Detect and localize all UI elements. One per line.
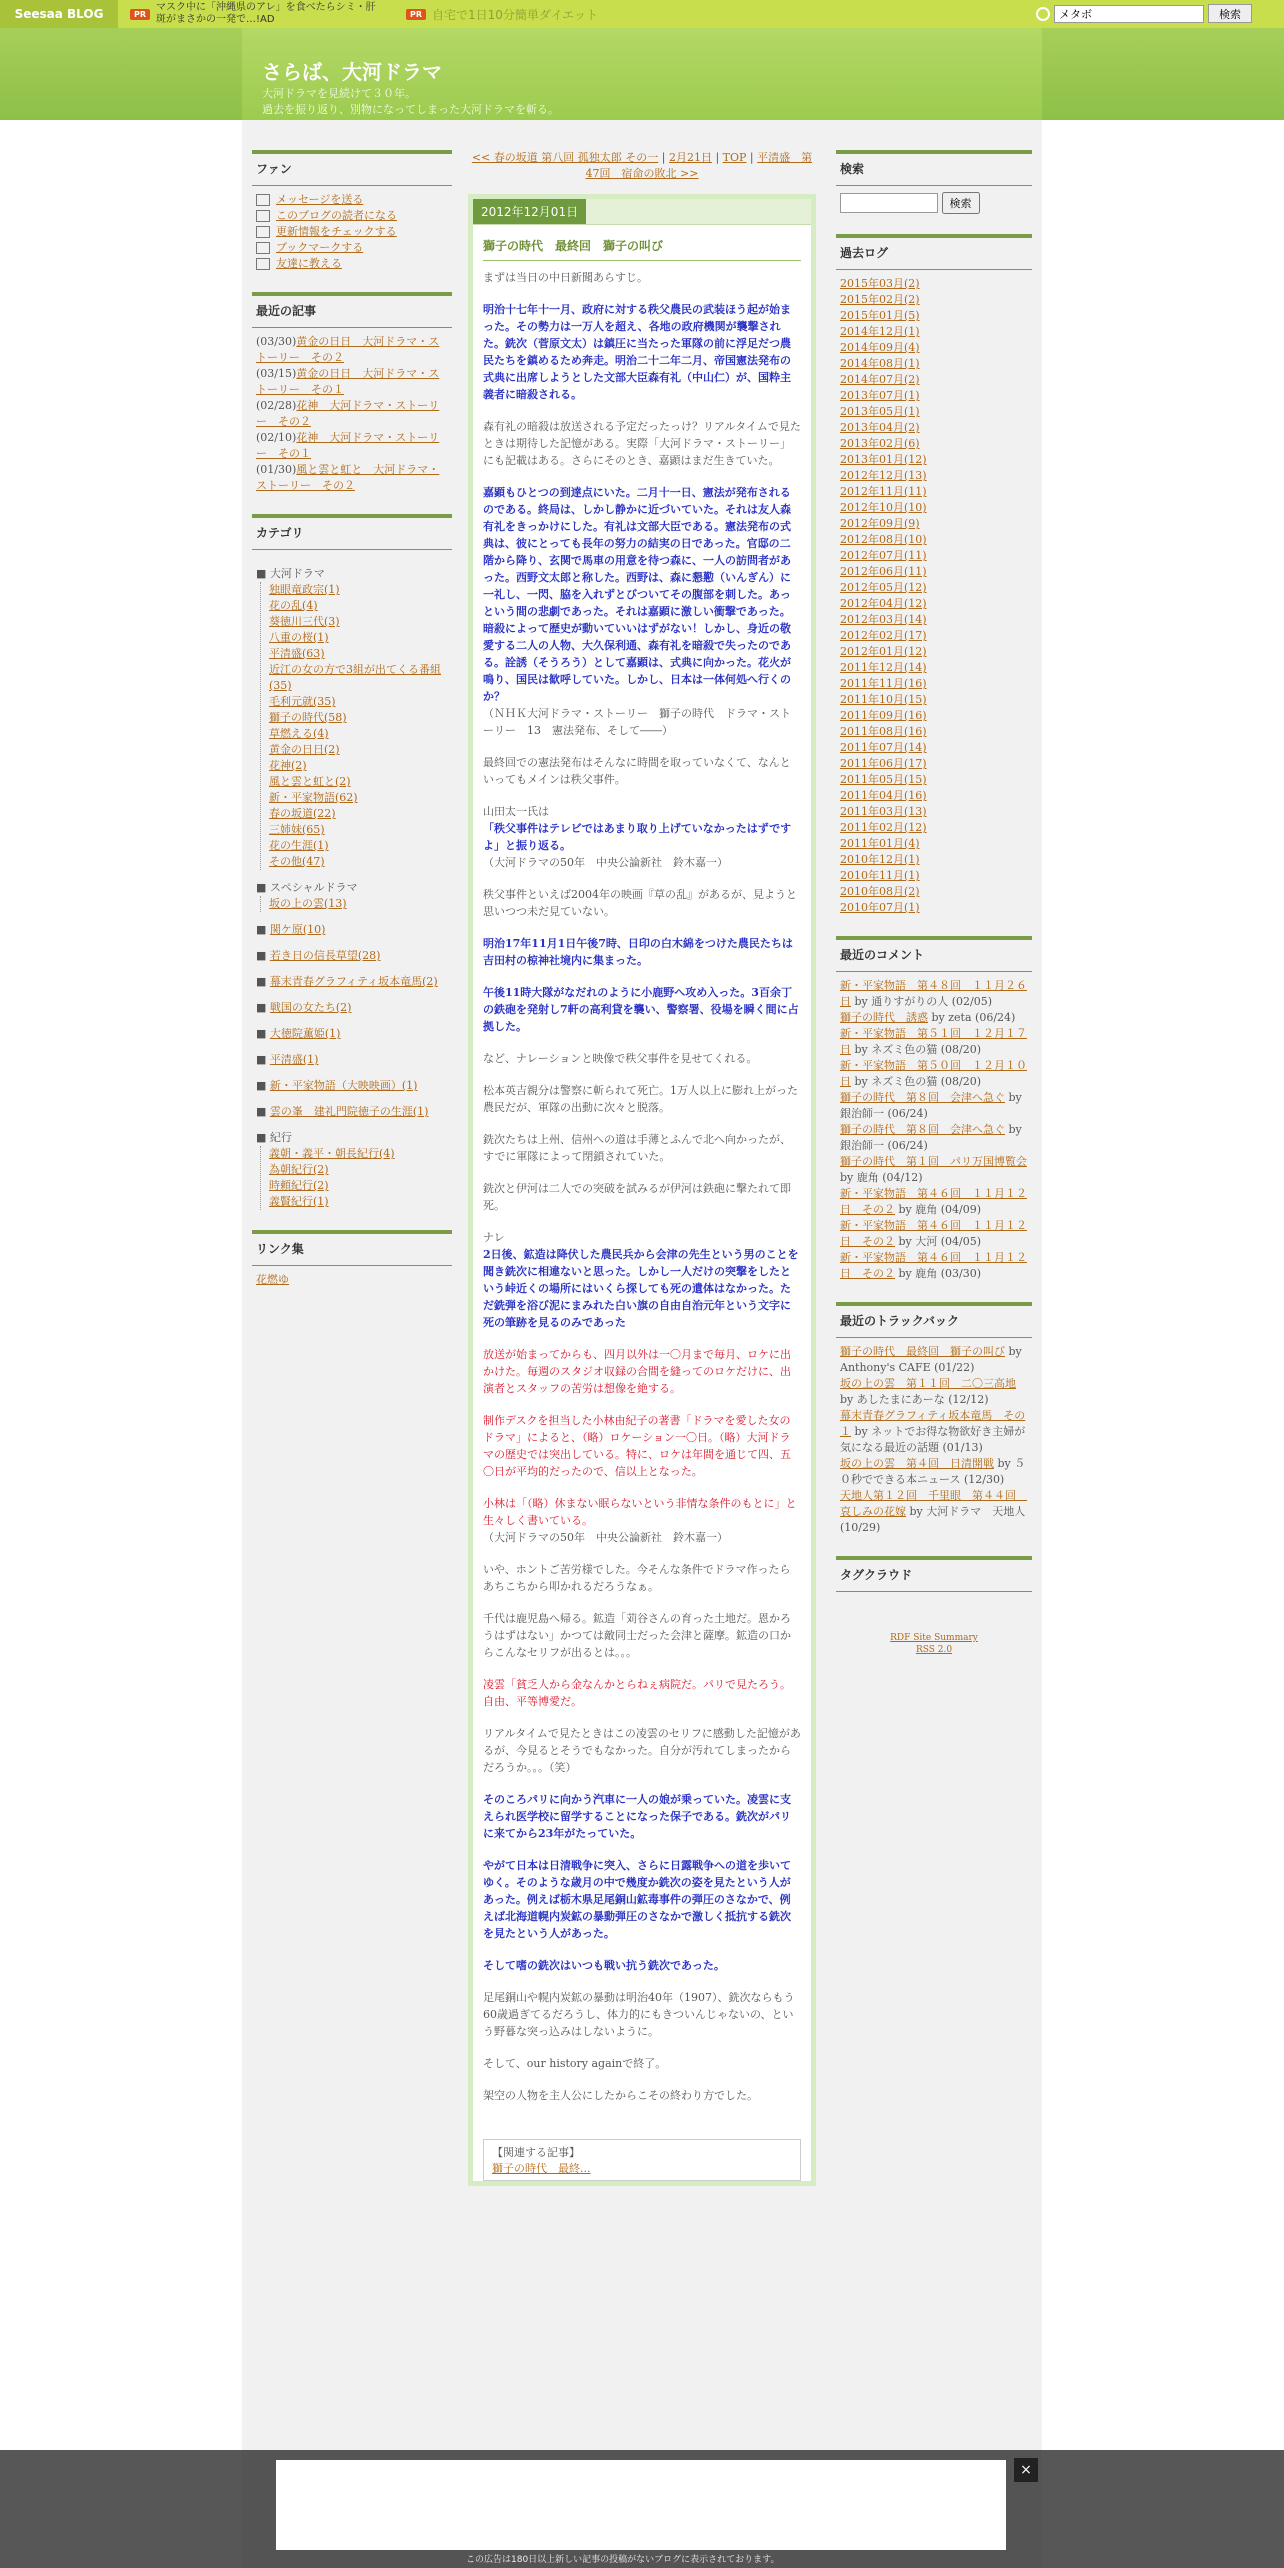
para-red: 放送が始まってからも、四月以外は一〇月まで毎月、ロケに出かけた。毎週のスタジオ収録の合間を縫ってのロケだけに、出演者とスタッフの苦労は想像を絶する。 <box>483 1348 791 1395</box>
recent-list <box>252 328 452 514</box>
category-item[interactable]: 義賢紀行(1) <box>269 1195 329 1208</box>
category-item[interactable]: 毛利元就(35) <box>269 695 336 708</box>
rss-icon <box>256 226 270 238</box>
archive-item[interactable]: 2010年08月(2) <box>840 885 920 898</box>
archive-item[interactable]: 2013年04月(2) <box>840 421 920 434</box>
trackback-heading: 最近のトラックバック <box>836 1302 1032 1338</box>
fan-list <box>252 186 452 292</box>
links-list <box>252 1266 452 1308</box>
close-icon[interactable]: × <box>1014 2458 1038 2482</box>
trackback-item: 坂の上の雲 第１１回 二〇三高地 by あしたまにあーな (12/12) <box>840 1377 1016 1406</box>
archive-item[interactable]: 2012年06月(11) <box>840 565 927 578</box>
category-item[interactable]: ■ 若き日の信長草望(28) <box>256 949 381 962</box>
archive-item[interactable]: 2012年11月(11) <box>840 485 927 498</box>
post <box>468 194 816 2186</box>
category-item[interactable]: 平清盛(63) <box>269 647 325 660</box>
top-search <box>1036 4 1252 23</box>
fan-item[interactable]: メッセージを送る <box>256 192 448 208</box>
top-ad-text[interactable]: マスク中に「沖縄県のアレ」を食べたらシミ・肝斑がまさかの一発で…!AD <box>156 2 376 25</box>
fan-item[interactable]: このブログの読者になる <box>256 208 448 224</box>
related-title: 【関連する記事】 <box>492 2146 580 2159</box>
category-item[interactable]: 独眼竜政宗(1) <box>269 583 340 596</box>
para: いや、ホントご苦労様でした。今そんな条件でドラマ作ったらあちこちから叩かれるだろうなぁ。 <box>483 1563 791 1593</box>
category-item[interactable]: ■ 新・平家物語（大映映画）(1) <box>256 1079 418 1092</box>
archive-item[interactable]: 2012年01月(12) <box>840 645 927 658</box>
sidebar-search-input[interactable] <box>840 193 938 213</box>
para: まずは当日の中日新聞あらすじ。 <box>483 271 648 284</box>
archive-item[interactable]: 2013年07月(1) <box>840 389 920 402</box>
category-item[interactable]: 坂の上の雲(13) <box>269 897 347 910</box>
category-item[interactable]: その他(47) <box>269 855 325 868</box>
pr-badge: PR <box>130 9 150 20</box>
seesaa-logo[interactable]: Seesaa BLOG <box>0 0 118 28</box>
top-link[interactable]: TOP <box>722 151 747 164</box>
reader-icon <box>256 210 270 222</box>
category-item[interactable]: ■ 関ケ原(10) <box>256 923 326 936</box>
category-item[interactable]: 時頼紀行(2) <box>269 1179 329 1192</box>
archive-item[interactable]: 2011年10月(15) <box>840 693 927 706</box>
main-column <box>468 150 816 2186</box>
category-item[interactable]: 為朝紀行(2) <box>269 1163 329 1176</box>
category-item[interactable]: 花の生涯(1) <box>269 839 329 852</box>
post-body <box>473 261 811 2127</box>
archive-item[interactable]: 2011年08月(16) <box>840 725 927 738</box>
para: 最終回での憲法発布はそんなに時間を取っていなくて、なんといってもメインは秩父事件。 <box>483 756 791 786</box>
category-item[interactable]: 義朝・義平・朝長紀行(4) <box>269 1147 395 1160</box>
category-sublist <box>260 896 448 912</box>
archive-item[interactable]: 2011年12月(14) <box>840 661 927 674</box>
para-quote: やがて日本は日清戦争に突入、さらに日露戦争への道を歩いてゆく。そのような歳月の中で幾度か銑次の姿を見たという人があった。例えば栃木県足尾銅山鉱毒事件の弾圧のさなかで、例えば北海道幌内炭鉱の暴動弾圧のさなかで激しく抵抗する銑次を見たという人があった。 <box>483 1859 791 1940</box>
top-ad-2-text[interactable]: 自宅で1日10分簡単ダイエット <box>432 7 598 22</box>
archive-item[interactable]: 2010年12月(1) <box>840 853 920 866</box>
archive-item[interactable]: 2011年07月(14) <box>840 741 927 754</box>
category-item[interactable]: ■ 幕末青春グラフィティ坂本竜馬(2) <box>256 975 438 988</box>
prev-post-link[interactable]: << 春の坂道 第八回 孤独太郎 その一 <box>471 151 659 164</box>
links-heading: リンク集 <box>252 1230 452 1266</box>
top-bar <box>0 0 1284 28</box>
blog-description-2: 過去を振り返り、別物になってしまった大河ドラマを斬る。 <box>262 103 559 116</box>
category-item[interactable]: 春の坂道(22) <box>269 807 336 820</box>
archive-item[interactable]: 2012年08月(10) <box>840 533 927 546</box>
category-item[interactable]: 獅子の時代(58) <box>269 711 347 724</box>
top-ad[interactable] <box>130 2 380 26</box>
para: など、ナレーションと映像で秩父事件を見せてくれる。 <box>483 1052 758 1065</box>
search-icon <box>1036 7 1050 21</box>
para-quote: 午後11時大隊がなだれのように小鹿野へ攻め入った。3百余丁の鉄砲を発射し7軒の高利貸を襲い、警察署、役場を瞬く間に占拠した。 <box>483 986 799 1033</box>
archive-heading: 過去ログ <box>836 234 1032 270</box>
blog-description <box>262 86 559 118</box>
category-group: ■ スペシャルドラマ <box>256 881 358 894</box>
comments-heading: 最近のコメント <box>836 936 1032 972</box>
archive-item[interactable]: 2013年05月(1) <box>840 405 920 418</box>
comment-item: 獅子の時代 第１回 パリ万国博覧会 by 鹿角 (04/12) <box>840 1155 1027 1184</box>
mail-icon <box>256 194 270 206</box>
category-item[interactable]: 草燃える(4) <box>269 727 329 740</box>
para: そして、our history againで終了。 <box>483 2057 667 2070</box>
category-item[interactable]: ■ 戦国の女たち(2) <box>256 1001 352 1014</box>
recent-heading: 最近の記事 <box>252 292 452 328</box>
fan-item[interactable]: 更新情報をチェックする <box>256 224 448 240</box>
para: 秩父事件といえば2004年の映画『草の乱』があるが、見ようと思いつつ未だ見ていない。 <box>483 888 797 918</box>
search-heading: 検索 <box>836 150 1032 186</box>
pr-badge-2: PR <box>406 9 426 20</box>
feed-links <box>836 1632 1032 1656</box>
post-navigation: << 春の坂道 第八回 孤独太郎 その一 | 2月21日 | TOP | 平清盛 第47回 宿命の敗北 >> <box>471 151 813 180</box>
para: 架空の人物を主人公にしたからこその終わり方でした。 <box>483 2089 758 2102</box>
category-group: ■ 紀行 <box>256 1131 292 1144</box>
right-sidebar <box>836 150 1032 1656</box>
category-item[interactable]: 三姉妹(65) <box>269 823 325 836</box>
archive-item[interactable]: 2013年01月(12) <box>840 453 927 466</box>
blog-description-1: 大河ドラマを見続けて３０年。 <box>262 87 416 100</box>
ad-overlay <box>0 2450 1284 2568</box>
archive-item[interactable]: 2011年04月(16) <box>840 789 927 802</box>
category-sublist <box>260 1146 448 1210</box>
para: 銑次たちは上州、信州への道は手薄とふんで北へ向かったが、すでに軍隊によって閉鎖されていた。 <box>483 1133 791 1163</box>
para-quote: 嘉顕もひとつの到達点にいた。二月十一日、憲法が発布されるのである。終局は、しかし静かに近づいていた。それは友人森有礼をきっかけにした。有礼は文部大臣である。憲法発布の式典は、彼にとっても長年の努力の結実の日であった。官邸の二階から降り、玄関で馬車の用意を待つ森に、一人の訪問者があった。西野文太郎と称した。西野は、森に懇懃（いんぎん）に一礼し、一閃、脇を入れずとびついてその腹部を刺した。あっという間の悲劇であった。それは嘉顕に激しい衝撃であった。暗殺によって歴史が動いていいはずがない！しかし、身近の敬愛する二人の人物、大久保利通、森有礼を暗殺で失ったのである。詮誘（そうろう）として嘉顕は、式典に向かった。花火が鳴り、国民は歓呼していた。しかし、日本は一体何処へ行くのか？ （ＮＨＫ大河ドラマ・ストーリー 獅子の時代 ドラマ・ストーリー 13 憲法発布、そして――） <box>483 486 791 737</box>
category-list <box>252 550 452 1230</box>
sidebar-search-button[interactable]: 検索 <box>942 192 980 214</box>
nav-date-link[interactable]: 2月21日 <box>668 151 712 164</box>
para: 森有礼の暗殺は放送される予定だったっけ？リアルタイムで見たときは期待した記憶がある。実際「大河ドラマ・ストーリー」にも記載はある。さらにそのとき、嘉顕はまだ生きていた。 <box>483 420 801 467</box>
comment-item: 新・平家物語 第４８回 １１月２６日 by 通りすがりの人 (02/05) <box>840 979 1027 1008</box>
recent-item: (02/10)花神 大河ドラマ・ストーリー その１ <box>256 431 440 460</box>
trackback-item: 幕末青春グラフィティ坂本竜馬 その１ by ネットでお得な物欲好き主婦が気になる最近の話題 (01/13) <box>840 1409 1026 1454</box>
category-item[interactable]: 花神(2) <box>269 759 307 772</box>
top-search-button[interactable]: 検索 <box>1208 4 1252 23</box>
para-quote: そのころパリに向かう汽車に一人の娘が乗っていた。凌雲に支えられ医学校に留学することになった保子である。銑次がパリに来てから23年がたっていた。 <box>483 1793 791 1840</box>
archive-item[interactable]: 2011年06月(17) <box>840 757 927 770</box>
para: 山田太一氏は 「秩父事件はテレビではあまり取り上げていなかったはずですよ」と振り返る。 （大河ドラマの50年 中央公論新社 鈴木嘉一） <box>483 805 792 869</box>
recent-item: (03/15)黄金の日日 大河ドラマ・ストーリー その１ <box>256 367 440 396</box>
comment-item: 獅子の時代 誘惑 by zeta (06/24) <box>840 1011 1016 1024</box>
archive-item[interactable]: 2013年02月(6) <box>840 437 920 450</box>
para-red: 凌雲「貧乏人から金なんかとらねぇ病院だ。パリで見たろう。自由、平等博愛だ。 <box>483 1678 791 1708</box>
category-item[interactable]: 風と雲と虹と(2) <box>269 775 351 788</box>
category-item[interactable]: ■ 平清盛(1) <box>256 1053 319 1066</box>
category-item[interactable]: 花の乱(4) <box>269 599 318 612</box>
category-item[interactable]: 新・平家物語(62) <box>269 791 358 804</box>
related-item[interactable]: 獅子の時代 最終... <box>492 2162 591 2175</box>
recent-item: (02/28)花神 大河ドラマ・ストーリー その２ <box>256 399 440 428</box>
para-quote: そして嗜の銑次はいつも戦い抗う銑次であった。 <box>483 1959 725 1972</box>
para: 銑次と伊河は二人での突破を試みるが伊河は鉄砲に撃たれて即死。 <box>483 1182 791 1212</box>
category-group: ■ 大河ドラマ <box>256 567 325 580</box>
para: リアルタイムで見たときはこの凌雲のセリフに感動した記憶があるが、今見るとそうでもなかった。自分が汚れてしまったからだろうか。。。（笑） <box>483 1727 801 1774</box>
recent-item: (01/30)風と雲と虹と 大河ドラマ・ストーリー その２ <box>256 463 440 492</box>
archive-item[interactable]: 2012年03月(14) <box>840 613 927 626</box>
archive-item[interactable]: 2011年02月(12) <box>840 821 927 834</box>
top-search-input[interactable] <box>1054 5 1204 23</box>
fan-heading: ファン <box>252 150 452 186</box>
archive-list <box>836 270 1032 936</box>
category-heading: カテゴリ <box>252 514 452 550</box>
para: 小林は「（略）休まない眠らないという非情な条件のもとに」と生々しく書いている。 （大河ドラマの50年 中央公論新社 鈴木嘉一） <box>483 1497 797 1544</box>
archive-item[interactable]: 2015年01月(5) <box>840 309 920 322</box>
category-singles <box>256 922 448 1120</box>
ad-note: この広告は180日以上新しい記事の投稿がないブログに表示されております。 <box>466 2555 780 2565</box>
archive-item[interactable]: 2014年07月(2) <box>840 373 920 386</box>
archive-item[interactable]: 2012年02月(17) <box>840 629 927 642</box>
friend-icon <box>256 258 270 270</box>
category-item[interactable]: 黄金の日日(2) <box>269 743 340 756</box>
archive-item[interactable]: 2012年12月(13) <box>840 469 927 482</box>
rss-link[interactable]: RSS 2.0 <box>915 1645 953 1655</box>
fan-item[interactable]: 友達に教える <box>256 256 448 272</box>
sidebar-search <box>836 186 1032 234</box>
category-item[interactable]: ■ 雲の峯 建礼門院徳子の生涯(1) <box>256 1105 429 1118</box>
archive-item[interactable]: 2012年07月(11) <box>840 549 927 562</box>
category-item[interactable]: 葵徳川三代(3) <box>269 615 340 628</box>
comment-item: 新・平家物語 第５０回 １２月１０日 by ネズミ色の猫 (08/20) <box>840 1059 1027 1088</box>
para-quote: 明治十七年十一月、政府に対する秩父農民の武装ほう起が始まった。その勢力は一万人を超え、各地の政府機関が襲撃された。銑次（菅原文太）は鎮圧に当たった軍隊の前に浮足だつ農民たちを鎮めるため奔走。明治二十二年二月、帝国憲法発布の式典に出席しようとした文部大臣森有礼（中山仁）が、国粋主義者に暗殺される。 <box>483 303 791 401</box>
category-item[interactable]: 近江の女の方で3組が出てくる番組(35) <box>269 663 441 692</box>
para-quote: 明治17年11月1日午後7時、日印の白木綿をつけた農民たちは吉田村の椋神社境内に集まった。 <box>483 937 793 967</box>
blog-header <box>0 28 1284 120</box>
archive-item[interactable]: 2015年03月(2) <box>840 277 920 290</box>
bookmark-icon <box>256 242 270 254</box>
archive-item[interactable]: 2012年10月(10) <box>840 501 927 514</box>
fan-item[interactable]: ブックマークする <box>256 240 448 256</box>
trackback-item: 天地人第１２回 千里眼 第４４回 哀しみの花嫁 by 大河ドラマ 天地人 (10/29) <box>840 1489 1027 1534</box>
comment-item: 新・平家物語 第４６回 １１月１２日 その２ by 鹿角 (04/09) <box>840 1187 1027 1216</box>
tag-heading: タグクラウド <box>836 1556 1032 1592</box>
rdf-link[interactable]: RDF Site Summary <box>890 1633 978 1643</box>
comment-item: 新・平家物語 第４６回 １１月１２日 その２ by 鹿角 (03/30) <box>840 1251 1027 1280</box>
trackback-item: 坂の上の雲 第４回 日清開戦 by ５０秒でできる本ニュース (12/30) <box>840 1457 1026 1486</box>
archive-item[interactable]: 2011年01月(4) <box>840 837 920 850</box>
recent-item: (03/30)黄金の日日 大河ドラマ・ストーリー その２ <box>256 335 440 364</box>
category-sublist <box>260 582 448 870</box>
comment-item: 獅子の時代 第８回 会津へ急ぐ by 銀治師一 (06/24) <box>840 1091 1022 1120</box>
category-item[interactable]: 八重の桜(1) <box>269 631 329 644</box>
para: 松本英吉親分は警察に斬られて死亡。1万人以上に膨れ上がった農民だが、軍隊の出動に次々と脱落。 <box>483 1084 798 1114</box>
next-post-link[interactable]: 平清盛 第47回 宿命の敗北 >> <box>585 151 813 180</box>
post-date: 2012年12月01日 <box>473 199 586 224</box>
archive-item[interactable]: 2011年03月(13) <box>840 805 927 818</box>
category-item[interactable]: ■ 大徳院薫姫(1) <box>256 1027 341 1040</box>
archive-item[interactable]: 2010年11月(1) <box>840 869 920 882</box>
archive-item[interactable]: 2014年08月(1) <box>840 357 920 370</box>
comment-item: 新・平家物語 第４６回 １１月１２日 その２ by 大河 (04/05) <box>840 1219 1027 1248</box>
link-item[interactable]: 花燃ゆ <box>256 1273 289 1286</box>
archive-item[interactable]: 2012年04月(12) <box>840 597 927 610</box>
trackback-list <box>836 1338 1032 1556</box>
archive-item[interactable]: 2011年05月(15) <box>840 773 927 786</box>
archive-item[interactable]: 2014年12月(1) <box>840 325 920 338</box>
comment-item: 獅子の時代 第８回 会津へ急ぐ by 銀治師一 (06/24) <box>840 1123 1022 1152</box>
blog-title[interactable]: さらば、大河ドラマ <box>262 60 442 84</box>
related-posts <box>483 2139 801 2181</box>
archive-item[interactable]: 2012年05月(12) <box>840 581 927 594</box>
top-ad-2[interactable] <box>406 6 598 23</box>
archive-item[interactable]: 2014年09月(4) <box>840 341 920 354</box>
comment-item: 新・平家物語 第５１回 １２月１７日 by ネズミ色の猫 (08/20) <box>840 1027 1027 1056</box>
archive-item[interactable]: 2011年11月(16) <box>840 677 927 690</box>
para: 足尾銅山や幌内炭鉱の暴動は明治40年（1907）、銑次ならもう60歳過ぎてるだろうし、体力的にもきついんじゃないの、という野暮な突っ込みはしないように。 <box>483 1991 795 2038</box>
para: 千代は鹿児島へ帰る。鉱造「苅谷さんの育った土地だ。恩かろうはずはない」かつては敵同士だった会津と薩摩。鉱造の口からこんなセリフが出るとは。。。 <box>483 1612 791 1659</box>
archive-item[interactable]: 2011年09月(16) <box>840 709 927 722</box>
archive-item[interactable]: 2010年07月(1) <box>840 901 920 914</box>
archive-item[interactable]: 2012年09月(9) <box>840 517 920 530</box>
para: ナレ 2日後、鉱造は降伏した農民兵から会津の先生という男のことを聞き銑次に相違ないと思った。しかし一人だけの突撃をしたという峠近くの場所にはいくら探しても死の遺体はなかった。ただ銑弾を浴び泥にまみれた白い旗の自由自治元年という文字に死の筆跡を見るのみであった <box>483 1231 799 1329</box>
trackback-item: 獅子の時代 最終回 獅子の叫び by Anthony's CAFE (01/22) <box>840 1345 1022 1374</box>
post-title[interactable]: 獅子の時代 最終回 獅子の叫び <box>483 237 801 261</box>
archive-item[interactable]: 2015年02月(2) <box>840 293 920 306</box>
ad-overlay-content[interactable] <box>276 2460 1006 2550</box>
comments-list <box>836 972 1032 1302</box>
left-sidebar <box>252 150 452 1308</box>
para-red: 制作デスクを担当した小林由紀子の著書「ドラマを愛した女のドラマ」によると、（略）ロケーション一〇日。（略）大河ドラマの歴史では突出している。特に、ロケは年間を通じて四、五〇日が平均的だったので、信以上となった。 <box>483 1414 791 1478</box>
